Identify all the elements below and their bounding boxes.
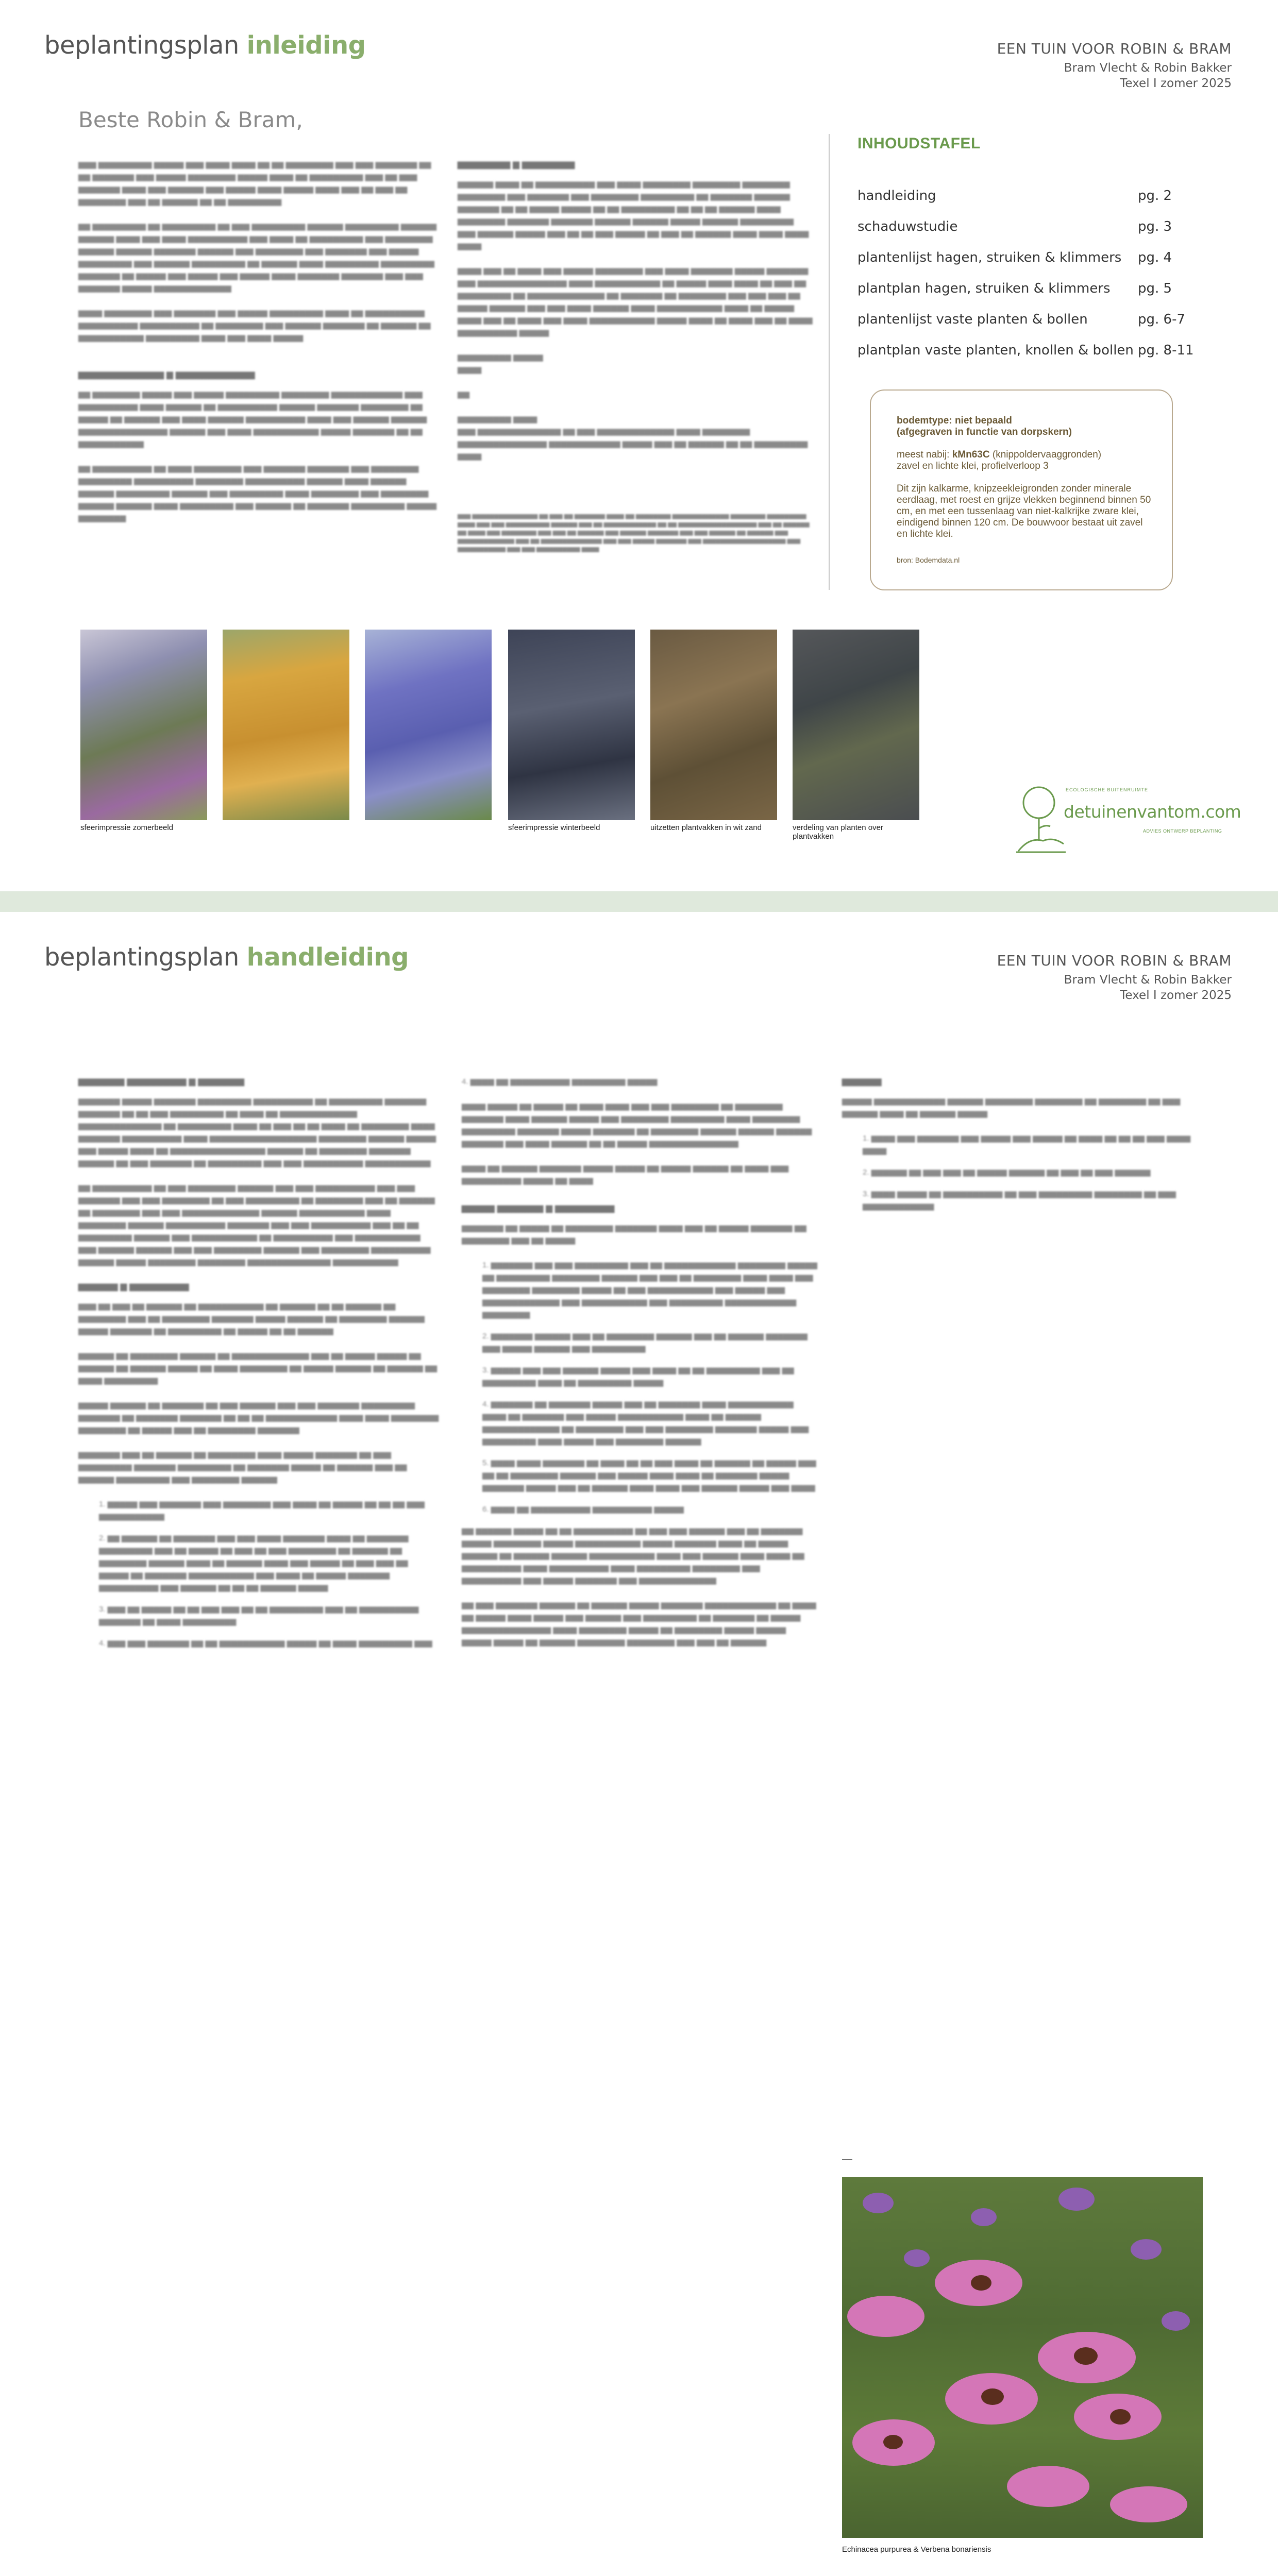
toc-item[interactable] [857, 242, 1208, 273]
toc-item[interactable] [857, 335, 1208, 366]
logo-name: detuinenvantom.com [1064, 802, 1241, 822]
photo-caption: sfeerimpressie zomerbeeld [80, 823, 174, 832]
toc-item[interactable] [857, 273, 1208, 304]
title-prefix: beplantingsplan [44, 31, 239, 60]
client-block [997, 40, 1232, 90]
toc-item-page: pg. 8-11 [1138, 343, 1194, 358]
client-place: Texel I zomer 2025 [1120, 77, 1232, 90]
intro-text-blurred: ▆▆▆ ▆▆▆▆▆▆▆▆▆ ▆▆▆▆▆ ▆▆▆ ▆▆▆▆ ▆▆▆▆ ▆▆ ▆▆ ▆▆▆▆▆▆▆▆ ▆▆▆ ▆▆▆ ▆▆▆▆▆▆▆ ▆▆ ▆▆ ▆▆▆▆▆▆▆ ▆▆▆ ▆▆▆▆▆ ▆▆▆▆▆▆▆▆ ▆▆▆▆▆ ▆▆▆▆ ▆▆ ▆▆▆▆▆▆▆▆▆ ▆▆▆ ▆▆ ▆▆▆ ▆▆▆▆▆▆▆ ▆▆▆▆ ▆▆▆ ▆▆▆▆▆▆ ▆▆▆ ▆▆▆▆▆ ▆▆▆▆ ▆▆▆▆▆ ▆▆▆▆ ▆▆▆ ▆▆ ▆▆▆ ▆▆ ▆▆▆▆▆▆▆▆ ▆▆▆ ▆▆ ▆▆▆▆▆▆ ▆▆ ▆▆ ▆▆▆▆▆▆▆▆▆ ▆▆ ▆▆▆▆▆▆▆▆▆ ▆▆ ▆▆▆▆▆▆▆▆▆ ▆▆ ▆▆▆ ▆▆▆▆▆▆▆▆▆ ▆▆▆▆▆▆ ▆▆▆▆▆▆▆▆▆ ▆▆▆▆▆▆ ▆▆▆▆▆▆ ▆▆▆▆ ▆▆▆ ▆▆▆▆ ▆▆▆▆▆▆▆▆▆▆ ▆▆▆ ▆▆▆▆ ▆▆ ▆▆▆▆▆▆▆▆▆ ▆▆▆ ▆▆▆▆▆▆▆▆ ▆▆▆▆▆▆ ▆▆▆▆▆▆ ▆▆▆▆▆▆▆ ▆▆▆▆▆▆ ▆▆▆ ▆▆▆▆▆▆▆▆ ▆▆▆ ▆▆▆▆▆▆▆ ▆▆▆ ▆▆▆▆▆ ▆▆▆▆▆▆▆▆▆ ▆▆▆ ▆▆▆▆▆▆ ▆▆▆▆▆▆▆▆▆ ▆▆ ▆▆▆▆▆▆ ▆▆▆▆ ▆▆▆▆▆▆▆▆▆ ▆▆▆▆▆▆▆▆▆ ▆▆▆▆▆▆▆ ▆▆ ▆▆▆▆▆ ▆▆▆ ▆▆▆▆▆ ▆▆▆ ▆▆▆▆▆ ▆▆▆▆ ▆▆▆▆▆▆▆ ▆▆▆▆▆▆▆ ▆▆▆ ▆▆▆ ▆▆▆▆▆▆▆ ▆▆▆▆▆ ▆▆▆▆▆▆▆▆▆▆▆▆▆ ▆▆▆▆ ▆▆▆▆▆▆▆▆ ▆▆▆ ▆▆▆▆▆▆▆ ▆▆▆ ▆▆▆▆▆ ▆▆▆▆▆▆▆▆▆ ▆▆▆▆ ▆▆ ▆▆▆▆▆▆▆▆▆▆ ▆▆▆▆▆▆▆▆▆▆ ▆▆▆▆▆▆▆▆▆▆ ▆▆ ▆▆▆▆▆▆▆▆ ▆▆▆ ▆▆▆▆▆▆ ▆▆▆▆▆▆▆ ▆▆ ▆▆▆▆▆▆ ▆▆ ▆▆▆▆▆▆▆▆▆▆▆ ▆▆▆▆▆▆▆▆▆ ▆▆▆▆ ▆▆▆ ▆▆▆▆ ▆▆▆▆▆ ▆▆▆▆▆▆▆▆▆▆▆▆▆ ▆ ▆▆▆▆▆▆▆▆▆▆▆▆ ▆▆ ▆▆▆▆▆▆▆▆ ▆▆▆▆▆ ▆▆▆ ▆▆▆▆▆ ▆▆▆▆▆▆▆▆▆ ▆▆▆▆▆▆▆▆ ▆▆▆▆▆▆▆▆▆▆▆▆ ▆▆▆ ▆▆▆▆▆▆▆▆▆▆ ▆▆▆▆ ▆▆▆▆▆▆ ▆▆ ▆▆▆▆▆▆▆▆▆▆ ▆▆▆▆▆▆ ▆▆▆▆▆▆▆ ▆▆▆▆▆▆▆▆ ▆▆ ▆▆▆▆▆ ▆▆ ▆▆▆▆▆▆ ▆▆▆ ▆▆▆▆ ▆▆▆▆▆▆ ▆▆▆▆▆▆▆▆▆▆ ▆▆▆▆ ▆▆▆ ▆▆▆▆▆▆ ▆▆▆▆▆▆ ▆▆▆▆▆▆▆▆▆▆▆▆▆▆▆ ▆▆▆▆▆▆ ▆▆▆ ▆▆▆▆ ▆▆▆▆▆▆▆▆▆▆▆ ▆▆▆▆▆ ▆▆▆▆▆▆▆ ▆▆ ▆▆ ▆▆▆▆▆▆▆▆▆▆▆ ▆▆ ▆▆▆▆▆▆▆▆▆▆ ▆▆ ▆▆▆▆ ▆▆▆▆▆▆▆▆ ▆▆▆ ▆▆▆▆▆▆▆ ▆▆▆▆▆▆▆ ▆▆▆ ▆▆▆▆▆▆▆▆ ▆▆▆▆▆▆▆▆▆ ▆▆▆▆▆▆▆▆▆▆ ▆▆▆▆▆▆▆▆ ▆▆▆▆▆▆▆▆▆▆ ▆▆▆▆▆▆ ▆▆▆▆ ▆▆▆▆▆▆ ▆▆▆▆▆▆ ▆▆▆▆▆▆▆▆▆ ▆▆▆▆▆▆ ▆▆▆ ▆▆▆▆▆▆▆▆▆ ▆▆▆▆ ▆▆▆▆▆▆▆▆ ▆▆▆ ▆▆▆▆▆▆▆▆ ▆▆▆▆▆▆ ▆▆▆▆▆▆ ▆▆▆▆ ▆▆▆▆▆▆▆▆▆ ▆▆▆ ▆▆▆▆▆▆ ▆▆ ▆▆▆▆▆▆▆ ▆▆▆▆▆▆▆▆▆ ▆▆▆▆▆ ▆▆▆▆▆▆▆▆ [78, 160, 437, 522]
vertical-divider [829, 134, 830, 590]
toc-item-label: schaduwstudie [857, 219, 958, 234]
title-accent: handleiding [246, 943, 409, 972]
client-names: Bram Vlecht & Robin Bakker [1064, 61, 1232, 75]
company-logo[interactable] [1014, 783, 1241, 855]
toc-item[interactable] [857, 304, 1208, 335]
purple-salvia-photo [365, 630, 492, 820]
manual-text-blurred: ▆▆▆▆▆▆▆ ▆▆▆▆▆▆▆▆▆ ▆ ▆▆▆▆▆▆▆ ▆▆▆▆▆▆▆ ▆▆▆▆▆ ▆▆▆▆▆▆▆ ▆▆▆▆▆▆▆▆▆ ▆▆▆▆▆▆▆▆▆▆ ▆▆ ▆▆▆▆▆▆▆▆▆ ▆▆▆▆▆▆▆ ▆▆▆▆▆▆▆ ▆▆ ▆▆ ▆▆▆ ▆▆▆▆▆▆▆▆▆ ▆▆ ▆▆▆▆ ▆▆ ▆▆▆▆▆▆▆▆▆▆▆▆▆ ▆▆▆▆▆▆▆▆▆▆▆▆▆▆ ▆▆ ▆▆▆▆▆▆▆▆▆ ▆▆▆▆ ▆▆ ▆▆▆ ▆▆ ▆▆ ▆▆▆▆ ▆▆ ▆▆▆▆▆▆▆▆ ▆▆▆▆ ▆▆▆▆▆▆▆ ▆▆▆▆▆▆▆▆▆▆ ▆▆▆▆ ▆▆▆▆▆▆▆▆▆▆▆▆▆▆▆▆▆▆ ▆▆▆▆▆▆▆▆ ▆▆▆▆▆▆ ▆▆▆▆▆ ▆▆▆ ▆▆▆▆▆ ▆▆▆▆ ▆▆ ▆▆▆▆▆▆▆▆▆▆▆▆▆▆▆▆ ▆▆▆▆▆▆ ▆▆ ▆▆▆▆▆▆▆▆ ▆▆▆▆▆▆▆ ▆▆▆▆▆▆ ▆▆ ▆▆▆ ▆▆▆▆▆▆▆ ▆▆ ▆▆▆▆▆▆▆▆▆ ▆▆▆ ▆▆▆ ▆▆▆▆▆▆▆▆▆▆ ▆▆▆▆▆▆▆▆▆▆▆ ▆▆ ▆▆▆▆▆▆▆▆▆▆ ▆▆ ▆▆▆ ▆▆▆▆▆▆▆▆ ▆▆▆▆▆▆ ▆▆▆ ▆▆▆ ▆▆▆▆▆▆▆▆▆▆ ▆▆▆ ▆▆▆ ▆▆▆▆▆▆▆ ▆▆▆ ▆▆▆ ▆▆▆▆▆▆▆▆ ▆▆ ▆▆▆ ▆▆▆▆▆▆▆▆▆ ▆▆ ▆▆▆▆▆▆▆▆ ▆▆▆ ▆▆ ▆▆▆▆▆▆ ▆▆ ▆▆▆▆▆▆▆▆ ▆▆▆ ▆▆▆ ▆▆▆▆▆▆▆▆▆▆▆▆▆ ▆▆▆▆▆▆ ▆▆▆▆▆▆▆▆▆▆▆ ▆▆▆▆ ▆▆▆▆▆▆▆▆ ▆▆▆▆▆▆ ▆▆▆▆▆▆▆▆▆▆ ▆▆▆▆▆▆▆ ▆▆▆ ▆▆▆ ▆▆▆▆▆▆▆▆▆▆ ▆▆▆ ▆▆ ▆▆ ▆▆▆▆▆▆▆▆▆ ▆▆▆▆▆▆ ▆▆▆ ▆▆▆▆▆▆▆▆▆▆▆ ▆▆ ▆▆▆▆▆▆▆▆▆▆ ▆▆▆ ▆▆▆▆▆▆▆▆▆▆▆ ▆▆▆ ▆▆▆▆▆▆ ▆▆▆▆▆▆ ▆▆▆ ▆▆▆ ▆▆▆▆▆▆▆▆ ▆▆▆▆▆▆ ▆▆▆ ▆▆▆▆▆▆▆▆ ▆▆▆▆▆▆▆▆▆▆ ▆▆▆▆▆▆ ▆▆▆▆▆ ▆▆▆▆▆▆▆▆ ▆▆▆▆▆▆▆▆ ▆▆▆▆▆▆▆▆▆▆▆▆▆▆ ▆▆▆▆▆▆▆▆▆▆▆ ▆▆▆▆▆▆ ▆ ▆▆▆▆▆▆▆▆▆ ▆▆▆ ▆▆ ▆▆▆ ▆▆ ▆▆▆▆▆▆ ▆▆ ▆▆▆▆▆▆▆▆▆▆▆ ▆▆ ▆▆▆▆▆▆ ▆▆ ▆▆ ▆▆▆▆▆▆ ▆▆ ▆▆▆▆▆▆▆▆ ▆▆▆ ▆▆ ▆▆▆▆▆▆▆▆ ▆▆▆▆▆▆▆ ▆▆▆▆▆ ▆▆▆▆▆▆ ▆▆ ▆▆▆▆▆▆▆▆ ▆▆▆▆▆▆ ▆▆▆▆▆ ▆▆▆▆▆▆▆ ▆▆ ▆▆▆▆▆▆▆▆▆ ▆▆ ▆▆▆▆▆ ▆▆ ▆▆ ▆▆▆▆▆▆ ▆▆▆▆▆▆ ▆▆ ▆▆▆▆▆▆▆▆ ▆▆▆▆▆▆ ▆▆ ▆▆▆▆▆▆▆▆▆▆▆▆▆ ▆▆▆ ▆▆ ▆▆▆▆▆ ▆▆▆▆▆ ▆▆ ▆▆▆▆▆▆ ▆▆ ▆▆▆▆▆▆ ▆▆▆▆▆ ▆▆ ▆▆▆▆ ▆▆▆▆▆▆▆▆ ▆▆ ▆▆▆▆▆ ▆▆▆▆▆▆ ▆▆ ▆▆▆▆▆▆ ▆▆ ▆▆▆▆ ▆▆▆▆▆▆▆▆▆ ▆▆▆▆▆ ▆▆▆▆▆▆ ▆▆ ▆▆▆▆▆▆▆ ▆▆ ▆▆▆ ▆▆▆▆▆▆ ▆▆▆ ▆▆▆ ▆▆▆▆▆▆▆ ▆▆▆▆▆▆▆▆▆ ▆▆▆▆▆▆▆ ▆▆ ▆▆▆▆▆▆▆ ▆▆▆▆▆▆▆ ▆▆ ▆▆ ▆▆ ▆▆▆▆▆▆▆▆▆▆▆▆ ▆▆▆▆ ▆▆▆▆ ▆▆▆▆▆▆▆▆ ▆▆▆▆▆▆▆▆ ▆▆ ▆▆▆▆▆ ▆▆▆ ▆▆ ▆▆▆▆▆▆▆▆ ▆▆▆▆▆▆▆ ▆▆▆▆▆▆▆ ▆▆▆ ▆▆ ▆▆▆▆▆▆ ▆▆ ▆▆▆▆▆▆▆▆ ▆▆▆▆ ▆▆▆▆▆ ▆▆▆▆▆▆▆ ▆▆ ▆▆▆ ▆▆▆▆▆▆▆▆▆ ▆▆▆▆▆▆▆ ▆▆▆▆▆▆▆▆▆ ▆▆ ▆▆▆▆▆▆▆ ▆▆▆▆▆ ▆▆ ▆▆▆▆▆▆ ▆▆▆ ▆▆ ▆▆▆▆▆▆ ▆▆▆▆▆▆▆▆▆ ▆▆▆ ▆▆▆▆▆▆▆▆ ▆▆▆▆▆▆ 1. ▆▆▆▆▆ ▆▆▆ ▆▆▆▆▆▆▆ ▆▆▆ ▆▆▆▆▆▆▆▆ ▆▆▆ ▆▆▆▆ ▆▆ ▆▆▆▆▆ ▆▆ ▆▆ ▆▆ ▆▆▆ ▆▆▆▆▆▆▆▆▆▆▆ 2. ▆▆ ▆▆▆▆▆▆ ▆▆ ▆▆▆▆▆▆▆ ▆▆▆ ▆▆▆ ▆▆▆▆ ▆▆▆▆▆▆▆ ▆▆▆▆ ▆▆ ▆▆▆▆▆▆▆ ▆▆▆▆▆▆▆▆▆ ▆▆▆ ▆▆ ▆▆▆▆▆ ▆▆ ▆▆▆ ▆▆ ▆▆▆ ▆▆▆▆▆▆▆▆ ▆▆ ▆▆▆▆▆▆ ▆▆ ▆▆▆▆▆▆▆▆ ▆▆▆▆▆▆ ▆▆▆▆ ▆▆ ▆▆▆▆▆▆ ▆▆▆▆ ▆▆▆ ▆▆▆▆▆ ▆▆ ▆▆▆ ▆▆▆ ▆▆ ▆▆▆▆▆ ▆▆ ▆▆▆▆▆▆▆ ▆▆▆▆▆▆▆▆▆▆▆ ▆▆▆ ▆▆▆▆ ▆▆ ▆▆▆▆▆ ▆▆▆▆▆▆▆ ▆▆▆▆▆▆▆▆▆▆ ▆▆▆ ▆▆▆▆▆▆ ▆▆ ▆▆ ▆▆ ▆▆▆▆▆▆ ▆▆▆▆▆ 3. ▆▆▆ ▆▆ ▆▆▆▆▆ ▆▆ ▆▆ ▆▆▆ ▆▆▆ ▆▆ ▆▆ ▆▆▆▆▆▆▆▆▆ ▆▆▆ ▆▆ ▆▆▆▆▆▆▆▆▆▆ ▆▆▆▆▆▆▆ ▆▆ ▆▆▆▆ ▆▆▆▆▆▆▆▆▆ 4. ▆▆▆ ▆▆▆ ▆▆▆▆▆▆▆ ▆▆ ▆▆ ▆▆▆▆▆▆▆▆▆▆▆ ▆▆▆▆▆ ▆▆ ▆▆▆▆ ▆▆▆▆▆▆▆▆▆ ▆▆▆ [78, 1077, 439, 1648]
soil-info-box [870, 389, 1173, 590]
yellow-achillea-photo [223, 630, 349, 820]
title-prefix: beplantingsplan [44, 943, 239, 972]
client-title: EEN TUIN VOOR ROBIN & BRAM [997, 40, 1232, 57]
photo-caption: sfeerimpressie winterbeeld [508, 823, 600, 832]
page-title [44, 943, 409, 972]
intro-text-blurred-2: ▆▆▆▆▆▆▆▆ ▆ ▆▆▆▆▆▆▆▆ ▆▆▆▆▆▆ ▆▆▆▆ ▆▆ ▆▆▆▆▆▆▆▆▆▆ ▆▆▆ ▆▆▆▆ ▆▆▆▆▆▆▆▆ ▆▆▆▆▆▆▆▆ ▆▆▆▆▆▆▆▆ ▆▆▆▆▆▆▆▆ ▆▆▆ ▆▆▆▆▆▆▆ ▆▆▆ ▆▆▆▆▆▆▆▆ ▆▆▆▆▆▆▆▆▆ ▆▆ ▆▆▆▆▆▆▆ ▆▆▆▆▆▆ ▆▆▆▆▆▆▆ ▆▆ ▆▆ ▆▆▆▆▆ ▆▆▆▆▆ ▆▆ ▆▆ ▆▆▆▆▆▆▆▆▆ ▆▆ ▆▆ ▆▆ ▆▆▆▆▆▆ ▆▆▆▆ ▆▆▆▆▆▆▆▆ ▆▆▆▆▆▆▆ ▆▆▆▆▆▆▆ ▆▆▆▆▆▆ ▆▆▆▆▆▆ ▆▆▆▆▆ ▆▆▆▆▆▆ ▆▆▆▆▆▆▆▆▆ ▆▆▆ ▆▆▆▆▆▆ ▆▆▆▆▆ ▆▆▆ ▆▆ ▆▆ ▆▆▆ ▆▆▆▆▆ ▆▆ ▆▆▆ ▆▆ ▆▆▆▆▆▆ ▆▆▆▆ ▆▆▆▆ ▆▆▆▆ ▆▆▆▆ ▆▆▆▆ ▆▆▆ ▆▆ ▆▆▆▆ ▆▆▆ ▆▆▆▆▆ ▆▆▆▆▆▆▆▆ ▆▆▆ ▆▆▆▆ ▆▆▆▆▆▆▆ ▆▆▆▆▆ ▆▆▆▆▆▆▆ ▆▆▆ ▆▆▆▆▆▆▆▆▆▆▆▆▆▆▆ ▆▆▆▆ ▆▆▆▆▆▆▆▆▆▆▆ ▆▆ ▆▆▆▆▆ ▆▆▆▆ ▆▆▆▆ ▆▆ ▆▆▆ ▆▆ ▆▆▆▆▆▆▆▆▆ ▆▆ ▆▆▆▆▆▆▆▆▆▆▆▆▆ ▆▆ ▆▆▆▆▆▆▆ ▆▆ ▆▆▆▆▆▆▆▆ ▆▆▆ ▆▆▆ ▆▆▆ ▆▆ ▆▆▆▆▆ ▆▆▆▆▆▆ ▆▆▆ ▆▆▆ ▆▆▆▆ ▆▆▆▆▆▆ ▆▆▆▆ ▆▆▆▆▆▆▆▆▆▆▆ ▆▆▆▆ ▆▆ ▆▆▆▆▆ ▆▆▆▆ ▆▆▆ ▆▆ ▆▆▆▆ ▆▆▆ ▆▆▆▆ ▆▆▆▆▆▆▆▆▆▆▆ ▆▆▆▆▆ ▆▆▆▆ ▆▆ ▆▆▆▆ ▆▆▆ ▆▆ ▆▆▆▆ ▆▆▆▆▆▆▆▆▆▆ ▆▆▆▆▆ ▆▆▆▆▆▆▆▆▆ ▆▆▆▆▆ ▆▆▆▆ ▆▆ ▆▆▆▆▆▆▆▆▆ ▆▆▆▆ ▆▆▆ ▆▆▆▆▆▆▆▆▆▆▆▆▆▆ ▆▆ ▆▆▆ ▆▆▆▆▆▆▆▆▆▆▆▆▆ ▆▆▆▆ ▆▆▆▆▆▆▆▆ ▆▆▆▆▆▆▆▆▆▆▆▆▆▆▆ ▆▆▆▆▆▆▆▆▆▆▆▆ ▆▆▆▆▆ ▆▆▆ ▆▆ ▆▆▆▆▆▆ ▆▆ ▆▆ ▆▆▆▆▆▆▆▆▆ ▆▆▆▆ ▆▆▆ ▆▆▆▆▆▆▆▆▆▆▆▆▆▆▆ ▆▆ ▆▆▆ ▆▆ ▆▆▆▆▆▆▆ ▆▆▆▆ ▆▆ ▆▆▆▆▆▆▆▆ ▆▆▆▆▆▆▆▆▆▆▆▆▆ ▆▆▆▆▆▆▆▆ ▆▆▆▆▆▆▆▆▆ ▆▆▆▆ ▆▆▆ ▆▆▆ ▆▆▆▆▆▆▆▆▆▆ ▆▆▆▆▆▆ ▆▆▆ ▆▆ ▆▆▆▆▆▆▆▆▆▆▆▆ ▆▆ ▆▆ ▆▆▆▆▆▆▆▆▆▆▆▆▆▆▆▆▆▆ ▆▆▆ ▆▆ ▆▆▆▆▆▆ ▆▆ ▆▆▆▆ ▆▆▆ ▆▆▆▆▆▆▆▆ ▆▆▆ ▆▆▆ ▆▆ ▆▆▆▆▆▆ ▆▆▆ ▆▆▆▆▆▆ ▆▆▆▆▆▆▆ ▆▆▆ ▆▆▆ ▆▆▆▆▆▆ ▆▆ ▆▆▆▆▆▆ ▆▆▆ ▆▆▆▆▆▆▆▆▆▆▆▆▆ ▆▆▆ ▆▆ ▆▆▆▆▆▆▆▆▆▆▆▆▆▆ ▆▆▆ ▆▆▆ ▆▆▆▆▆ ▆▆▆▆▆▆▆ ▆▆▆ ▆▆▆▆▆▆▆▆▆▆▆▆▆▆▆▆▆▆▆ ▆▆▆ ▆▆▆▆▆▆▆▆▆▆▆ ▆▆▆ ▆▆▆ ▆▆▆▆▆▆▆▆▆▆ ▆▆▆▆ [458, 160, 813, 552]
photo-caption: Echinacea purpurea & Verbena bonariensis [842, 2545, 991, 2554]
soil-code: kMn63C [952, 449, 990, 460]
toc-item-page: pg. 6-7 [1138, 312, 1186, 327]
soil-source: bron: Bodemdata.nl [897, 556, 960, 564]
toc-item-label: plantenlijst hagen, struiken & klimmers [857, 250, 1122, 265]
soil-profile: zavel en lichte klei, profielverloop 3 [897, 461, 1049, 471]
toc-item-page: pg. 2 [1138, 188, 1172, 204]
logo-tagline-bottom: ADVIES ONTWERP BEPLANTING [1143, 828, 1222, 834]
tree-logo-icon [1014, 783, 1066, 855]
toc-item-label: plantplan vaste planten, knollen & bollen [857, 343, 1134, 358]
table-of-contents [857, 180, 1208, 366]
section-dash: — [842, 2154, 852, 2165]
soil-nearest-suffix: (knippoldervaaggronden) [989, 449, 1102, 460]
title-accent: inleiding [246, 31, 366, 60]
logo-tagline-top: ECOLOGISCHE BUITENRUIMTE [1066, 787, 1149, 792]
toc-title: INHOUDSTAFEL [857, 135, 981, 152]
soil-description: Dit zijn kalkarme, knipzeekleigronden zonder minerale eerdlaag, met roest en grijze vlekken beginnend binnen 50 cm, en met een tussenlaag van niet-kalkrijke zware klei, eindigend binnen 120 cm. De bouwvoor bestaat uit zavel en lichte klei. [897, 483, 1151, 539]
toc-item-label: handleiding [857, 188, 936, 204]
winter-impression-photo [508, 630, 635, 820]
toc-item[interactable] [857, 211, 1208, 242]
soil-note: (afgegraven in functie van dorpskern) [897, 427, 1072, 437]
page-handleiding [0, 912, 1278, 2554]
photo-caption: verdeling van planten over plantvakken [793, 823, 883, 841]
toc-item[interactable] [857, 180, 1208, 211]
salutation: Beste Robin & Bram, [78, 107, 303, 132]
page-title [44, 31, 366, 60]
echinacea-verbena-photo [842, 2177, 1203, 2538]
client-title: EEN TUIN VOOR ROBIN & BRAM [997, 952, 1232, 969]
page-inleiding [0, 0, 1278, 891]
client-block [997, 952, 1232, 1002]
plant-distribution-photo [793, 630, 919, 820]
toc-item-page: pg. 4 [1138, 250, 1172, 265]
soil-nearest-prefix: meest nabij: [897, 449, 952, 460]
client-place: Texel I zomer 2025 [1120, 989, 1232, 1002]
summer-impression-photo [80, 630, 207, 820]
soil-type: bodemtype: niet bepaald [897, 415, 1012, 426]
sand-marking-photo [650, 630, 777, 820]
manual-text-blurred-3: ▆▆▆▆▆▆ ▆▆▆▆▆ ▆▆▆▆▆▆▆▆▆▆▆▆ ▆▆▆▆▆▆ ▆▆▆▆▆▆▆▆ ▆▆▆▆▆▆▆▆ ▆▆ ▆▆▆▆▆▆▆▆ ▆▆ ▆▆▆ ▆▆▆▆▆▆ ▆▆▆▆ ▆▆ ▆▆▆▆▆▆ ▆▆▆▆▆ 1. ▆▆▆▆ ▆▆▆ ▆▆▆▆▆▆▆ ▆▆▆ ▆▆▆▆▆ ▆▆▆ ▆▆▆▆▆ ▆▆ ▆▆▆▆ ▆▆ ▆▆ ▆▆ ▆▆▆ ▆▆▆▆ ▆▆▆▆ 2. ▆▆▆▆▆▆ ▆▆ ▆▆▆ ▆▆▆ ▆▆ ▆▆▆▆▆ ▆▆▆▆▆▆ ▆▆ ▆▆▆ ▆▆ ▆▆▆ ▆▆▆▆▆▆ 3. ▆▆▆▆ ▆▆▆▆▆ ▆▆ ▆▆▆▆▆▆▆▆▆▆ ▆▆ ▆▆▆ ▆▆▆▆▆▆▆▆▆ ▆▆▆▆▆▆▆▆ ▆▆ ▆▆▆ ▆▆▆▆▆▆▆▆▆▆▆▆ [842, 1077, 1191, 1211]
page-separator [0, 891, 1278, 912]
photo-caption: uitzetten plantvakken in wit zand [650, 823, 762, 832]
toc-item-page: pg. 3 [1138, 219, 1172, 234]
soil-nearest [897, 449, 1151, 461]
client-names: Bram Vlecht & Robin Bakker [1064, 973, 1232, 987]
toc-item-page: pg. 5 [1138, 281, 1172, 296]
toc-item-label: plantplan hagen, struiken & klimmers [857, 281, 1111, 296]
toc-item-label: plantenlijst vaste planten & bollen [857, 312, 1088, 327]
manual-text-blurred-2: 4. ▆▆▆▆ ▆▆ ▆▆▆▆▆▆▆▆▆▆ ▆▆▆▆▆▆▆▆▆ ▆▆▆▆▆ ▆▆▆▆ ▆▆▆▆▆ ▆▆ ▆▆▆▆▆ ▆▆ ▆▆▆▆ ▆▆▆▆ ▆▆▆ ▆▆▆ ▆▆▆▆▆▆▆▆ ▆▆ ▆▆▆▆▆▆▆▆ ▆▆▆▆▆▆▆ ▆▆▆▆ ▆▆▆▆▆▆ ▆▆▆▆▆ ▆▆▆ ▆▆▆▆▆▆▆▆ ▆▆▆▆▆▆▆▆▆ ▆▆▆▆ ▆▆▆▆▆▆▆▆ ▆▆▆▆▆▆▆▆▆ ▆▆▆▆▆▆▆ ▆▆▆▆▆ ▆▆▆▆▆▆▆ ▆▆ ▆▆▆▆▆▆▆▆ ▆▆▆▆▆▆ ▆▆▆▆▆▆ ▆▆▆▆▆▆ ▆▆▆▆▆▆▆ ▆▆▆ ▆▆▆▆ ▆▆▆▆▆▆ ▆▆ ▆▆ ▆▆▆▆▆ ▆▆▆▆▆▆▆▆▆▆▆▆▆▆▆ ▆▆▆▆ ▆▆ ▆▆▆▆▆▆ ▆▆▆▆▆▆▆ ▆▆▆▆▆ ▆▆▆▆▆ ▆▆ ▆▆▆▆▆ ▆▆▆▆▆▆ ▆▆ ▆▆▆▆ ▆▆▆ ▆▆▆▆▆▆▆▆▆▆ ▆▆▆▆▆ ▆▆ ▆▆▆▆ ▆▆▆▆▆ ▆▆▆▆▆▆▆ ▆ ▆▆▆▆▆▆▆▆▆ ▆▆▆▆▆▆▆ ▆▆ ▆▆▆▆▆ ▆▆ ▆▆▆▆▆▆▆▆ ▆▆▆▆▆▆▆ ▆▆▆▆ ▆▆▆ ▆▆ ▆▆▆▆▆ ▆▆▆▆▆▆▆ ▆▆ ▆▆▆▆▆▆▆▆ ▆▆▆ ▆▆ ▆▆▆▆▆ 1. ▆▆▆▆▆▆▆ ▆▆▆ ▆▆▆ ▆▆▆▆▆▆▆▆▆ ▆▆▆ ▆▆ ▆▆▆▆▆▆▆▆▆▆▆▆ ▆▆▆▆▆▆▆▆ ▆▆▆▆▆ ▆▆ ▆▆▆▆▆▆▆▆▆ ▆▆▆▆▆▆▆▆ ▆▆▆▆▆▆ ▆▆▆ ▆▆▆ ▆▆ ▆▆▆▆▆▆▆▆ ▆▆▆▆ ▆▆▆▆ ▆▆▆ ▆▆▆▆▆▆▆▆ ▆▆▆▆▆▆▆▆ ▆▆▆▆▆ ▆▆ ▆▆▆ ▆▆▆▆▆▆▆▆▆▆▆ ▆▆▆ ▆▆▆▆▆ ▆▆▆ ▆▆▆▆▆▆▆▆▆▆▆▆▆ ▆▆▆ ▆▆▆▆▆▆▆▆▆▆▆ ▆▆▆ ▆▆▆▆▆▆▆▆▆ ▆▆▆▆▆▆▆▆▆▆▆▆ ▆▆▆▆▆▆▆▆ 2. ▆▆▆▆▆▆▆ ▆▆▆▆▆▆ ▆▆▆ ▆▆ ▆▆▆▆▆▆▆▆ ▆▆▆▆▆▆ ▆▆▆ ▆▆ ▆▆▆▆▆▆ ▆▆▆▆▆▆▆ ▆▆▆ ▆▆▆▆▆ ▆▆▆▆▆▆ ▆▆▆ ▆▆▆▆▆▆▆▆▆ 3. ▆▆▆▆▆ ▆▆▆ ▆▆▆ ▆▆▆▆▆▆ ▆▆▆▆▆ ▆▆▆ ▆▆▆▆ ▆▆ ▆▆ ▆▆▆▆▆▆▆▆▆ ▆▆▆ ▆▆ ▆▆▆▆▆▆▆▆▆ ▆▆▆▆ ▆▆ ▆▆▆▆▆▆▆▆▆ ▆▆▆▆▆ 4. ▆▆▆▆▆▆▆ ▆▆ ▆▆▆▆▆▆▆ ▆▆▆▆▆ ▆▆▆ ▆▆ ▆▆▆▆▆▆▆ ▆▆▆▆ ▆▆▆▆▆▆▆▆▆▆▆ ▆▆▆▆ ▆▆ ▆▆▆▆▆▆▆ ▆▆▆ ▆▆▆▆▆ ▆▆▆▆▆▆▆▆▆▆▆ ▆▆▆▆ ▆▆ ▆▆▆▆▆▆ ▆▆▆▆▆▆▆▆▆▆▆▆▆ ▆▆ ▆▆▆▆▆▆▆▆ ▆▆▆ ▆▆▆ ▆▆▆▆▆▆▆▆ ▆▆▆▆▆▆▆ ▆▆▆▆▆ ▆▆▆ ▆▆▆▆▆▆▆▆▆ ▆▆▆▆ ▆▆▆▆▆ ▆▆▆ ▆▆▆▆▆▆▆▆ ▆▆▆▆▆▆ 5. ▆▆▆▆ ▆▆▆▆ ▆▆▆▆▆▆▆ ▆▆ ▆▆▆▆ ▆▆ ▆▆ ▆▆▆ ▆▆▆▆ ▆▆ ▆▆▆▆▆▆ ▆▆ ▆▆▆▆▆ ▆▆▆ ▆▆ ▆▆ ▆▆▆▆▆▆▆▆ ▆▆▆▆▆▆ ▆▆▆ ▆▆▆▆▆ ▆▆▆▆ ▆▆▆▆ ▆▆ ▆▆▆▆▆▆▆ ▆▆▆▆▆ ▆▆▆▆▆▆▆ ▆▆▆▆▆ ▆▆▆ ▆▆ ▆▆▆▆▆▆ ▆▆▆▆ ▆▆▆▆ ▆▆▆ ▆▆▆▆▆▆ ▆▆▆▆▆ ▆▆▆ ▆▆▆▆ 6. ▆▆▆▆ ▆▆ ▆▆▆▆▆▆▆▆▆▆ ▆▆▆▆▆▆▆▆▆▆ ▆▆▆▆▆ ▆▆ ▆▆▆▆▆▆ ▆▆▆▆▆ ▆▆ ▆▆ ▆▆▆▆▆▆▆▆▆▆ ▆▆ ▆▆▆ ▆▆▆ ▆▆▆▆▆▆ ▆▆▆ ▆▆ ▆▆▆▆▆▆▆ ▆▆▆▆▆ ▆▆▆▆▆▆▆▆ ▆▆▆▆▆ ▆▆▆▆▆▆▆▆▆▆▆ ▆▆▆▆▆ ▆▆▆▆▆▆▆ ▆▆▆▆ ▆▆ ▆▆▆▆▆ ▆▆▆▆▆▆ ▆▆ ▆▆▆▆▆▆ ▆▆▆▆▆▆ ▆▆▆▆▆▆▆▆▆▆▆ ▆▆▆▆ ▆▆▆ ▆▆▆▆▆▆ ▆▆▆▆ ▆▆▆▆ ▆▆ ▆▆▆▆▆▆▆▆▆▆ ▆▆▆▆ ▆▆▆▆▆▆▆▆▆▆ ▆▆▆▆ ▆▆▆▆▆▆▆▆▆ ▆▆▆▆▆▆▆▆ ▆▆▆ ▆▆▆▆▆▆▆▆▆▆ ▆▆▆ ▆▆▆▆▆ ▆▆▆▆▆▆▆ ▆▆▆ ▆▆▆▆▆▆▆▆▆▆▆▆▆ ▆▆ ▆▆▆ ▆▆▆▆▆▆▆ ▆▆▆▆▆▆ ▆▆ ▆▆▆▆▆▆ ▆▆▆▆▆ ▆▆▆▆▆▆▆ ▆▆▆▆▆▆▆▆▆▆▆▆ ▆▆ ▆▆▆▆ ▆▆ ▆▆▆▆▆ ▆▆▆▆ ▆▆▆▆▆ ▆▆▆ ▆▆▆▆▆▆ ▆▆▆ ▆▆▆▆▆▆▆▆▆ ▆▆ ▆▆▆▆▆▆▆ ▆▆ ▆▆▆▆▆ ▆▆▆▆▆▆▆▆▆▆▆▆▆▆▆ ▆▆▆▆ ▆▆▆▆▆▆▆▆ ▆▆▆▆▆ ▆▆ ▆▆▆▆▆▆▆▆ ▆▆▆▆▆ ▆▆▆▆▆ ▆▆▆▆▆ ▆▆▆▆▆ ▆▆ ▆▆▆▆▆▆ ▆▆▆▆▆▆▆▆ ▆▆▆▆▆▆▆▆ ▆▆▆ ▆▆▆ ▆▆ ▆▆▆▆▆▆ [462, 1077, 817, 1647]
